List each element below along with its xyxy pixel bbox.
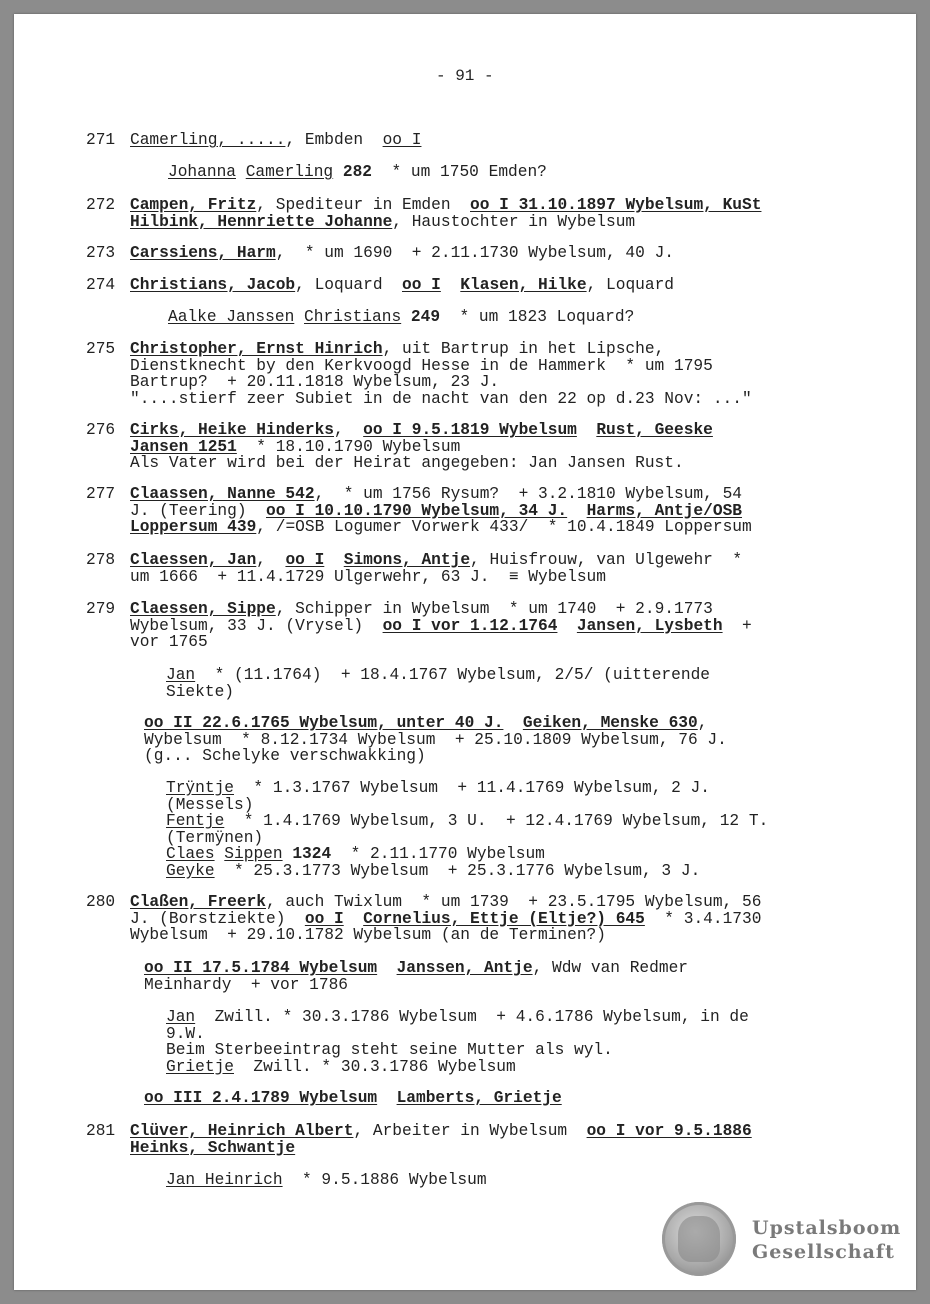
entry-text: Claßen, Freerk, auch Twixlum * um 1739 + 23.5.1795 Wybelsum, 56 J. (Borstziekte) oo I Cornelius, Ettje (Eltje?) 645 * 3.4.1730 Wybelsum + 29.10.1782 Wybelsum (an de Terminen?) xyxy=(130,893,762,944)
entry-text: Carssiens, Harm, * um 1690 + 2.11.1730 Wybelsum, 40 J. xyxy=(130,244,674,262)
seal-logo xyxy=(662,1202,736,1276)
entry-text: Christopher, Ernst Hinrich, uit Bartrup in het Lipsche, Dienstknecht by den Kerkvoogd Hesse in de Hammerk * um 1795 Bartrup? + 20.11.1818 Wybelsum, 23 J. "....stierf zeer Subiet in de nacht van den 22 op d.23 Nov: ..." xyxy=(130,340,752,408)
child-line: Aalke Janssen Christians 249 * um 1823 Loquard? xyxy=(168,308,635,326)
entry-number: 271 xyxy=(86,131,116,149)
entry-number: 280 xyxy=(86,893,116,911)
entry-text: Christians, Jacob, Loquard oo I Klasen, Hilke, Loquard xyxy=(130,276,675,294)
entry-text: Claassen, Nanne 542, * um 1756 Rysum? + 3.2.1810 Wybelsum, 54 J. (Teering) oo I 10.10.1790 Wybelsum, 34 J. Harms, Antje/OSB Loppersum 439, /=OSB Logumer Vorwerk 433/ * 10.4.1849 Loppersum xyxy=(130,485,752,536)
child-line: Trÿntje * 1.3.1767 Wybelsum + 11.4.1769 Wybelsum, 2 J. (Messels) Fentje * 1.4.1769 Wybelsum, 3 U. + 12.4.1769 Wybelsum, 12 T. (Termÿnen) Claes Sippen 1324 * 2.11.1770 Wybelsum Geyke * 25.3.1773 Wybelsum + 25.3.1776 Wybelsum, 3 J. xyxy=(166,779,769,880)
entry-text: Campen, Fritz, Spediteur in Emden oo I 31.10.1897 Wybelsum, KuSt Hilbink, Hennriette Johanne, Haustochter in Wybelsum xyxy=(130,196,762,231)
entry-number: 278 xyxy=(86,551,116,569)
entry-number: 275 xyxy=(86,340,116,358)
entry-number: 279 xyxy=(86,600,116,618)
entry-text: Camerling, ....., Embden oo I xyxy=(130,131,422,149)
entry-text: Claessen, Jan, oo I Simons, Antje, Huisfrouw, van Ulgewehr * um 1666 + 11.4.1729 Ulgerwehr, 63 J. ≡ Wybelsum xyxy=(130,551,743,586)
document-page xyxy=(14,14,916,1290)
child-line: Johanna Camerling 282 * um 1750 Emden? xyxy=(168,163,547,181)
page-number: - 91 - xyxy=(436,67,494,85)
marriage-line: oo III 2.4.1789 Wybelsum Lamberts, Grietje xyxy=(144,1089,562,1107)
marriage-line: oo II 17.5.1784 Wybelsum Janssen, Antje, Wdw van Redmer Meinhardy + vor 1786 xyxy=(144,959,689,994)
brand-name: Upstalsboom Gesellschaft xyxy=(752,1217,902,1263)
entry-number: 281 xyxy=(86,1122,116,1140)
entry-text: Cirks, Heike Hinderks, oo I 9.5.1819 Wybelsum Rust, Geeske Jansen 1251 * 18.10.1790 Wybelsum Als Vater wird bei der Heirat angegeben: Jan Jansen Rust. xyxy=(130,421,713,472)
child-line: Jan Heinrich * 9.5.1886 Wybelsum xyxy=(166,1171,487,1189)
entry-number: 272 xyxy=(86,196,116,214)
entry-number: 273 xyxy=(86,244,116,262)
entry-number: 277 xyxy=(86,485,116,503)
entry-number: 274 xyxy=(86,276,116,294)
child-line: Jan * (11.1764) + 18.4.1767 Wybelsum, 2/5/ (uitterende Siekte) xyxy=(166,666,711,701)
entry-text: Clüver, Heinrich Albert, Arbeiter in Wybelsum oo I vor 9.5.1886 Heinks, Schwantje xyxy=(130,1122,752,1157)
entry-text: Claessen, Sippe, Schipper in Wybelsum * um 1740 + 2.9.1773 Wybelsum, 33 J. (Vrysel) oo I vor 1.12.1764 Jansen, Lysbeth + vor 1765 xyxy=(130,600,752,651)
child-line: Jan Zwill. * 30.3.1786 Wybelsum + 4.6.1786 Wybelsum, in de 9.W. Beim Sterbeeintrag steht seine Mutter als wyl. Grietje Zwill. * 30.3.1786 Wybelsum xyxy=(166,1008,749,1076)
entry-number: 276 xyxy=(86,421,116,439)
marriage-line: oo II 22.6.1765 Wybelsum, unter 40 J. Geiken, Menske 630, Wybelsum * 8.12.1734 Wybelsum + 25.10.1809 Wybelsum, 76 J. (g... Schelyke verschwakking) xyxy=(144,714,727,765)
